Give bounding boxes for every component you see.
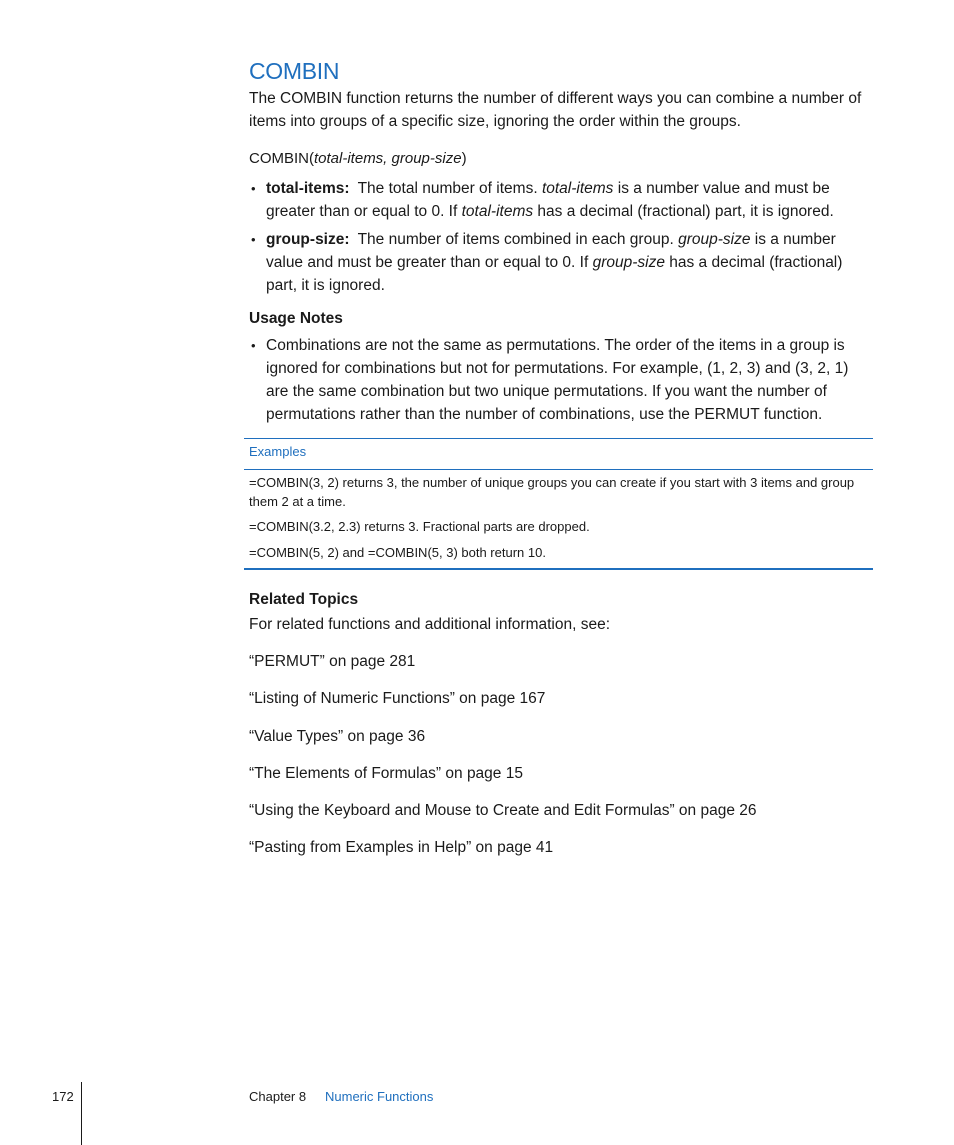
example-item: =COMBIN(3, 2) returns 3, the number of unique groups you can create if you start with 3 items and group them 2 at a time. <box>249 475 855 509</box>
syntax-function: COMBIN <box>249 150 309 167</box>
related-link-permut[interactable]: “PERMUT” on page 281 <box>249 653 416 670</box>
syntax-line <box>249 147 874 170</box>
examples-box <box>244 438 873 570</box>
argument-text: The number of items combined in each group. <box>357 231 679 248</box>
argument-term: group-size: <box>266 231 350 248</box>
argument-ref: group-size <box>592 254 665 271</box>
argument-ref: total-items <box>541 180 614 197</box>
syntax-args: total-items, group-size <box>314 150 462 167</box>
examples-label: Examples <box>249 444 307 459</box>
related-link-keyboard-mouse[interactable]: “Using the Keyboard and Mouse to Create and Edit Formulas” on page 26 <box>249 802 757 819</box>
footer-chapter: Chapter 8 <box>249 1089 307 1104</box>
syntax-open: ( <box>309 150 314 167</box>
example-item: =COMBIN(5, 2) and =COMBIN(5, 3) both return 10. <box>249 545 546 560</box>
argument-term: total-items: <box>266 180 350 197</box>
related-link-numeric-functions[interactable]: “Listing of Numeric Functions” on page 167 <box>249 690 546 707</box>
example-item: =COMBIN(3.2, 2.3) returns 3. Fractional parts are dropped. <box>249 519 590 534</box>
argument-list <box>249 177 874 297</box>
page-number: 172 <box>52 1089 74 1104</box>
intro-paragraph: The COMBIN function returns the number of different ways you can combine a number of items into groups of a specific size, ignoring the order within the groups. <box>249 90 862 130</box>
syntax-close: ) <box>461 150 467 167</box>
usage-notes-heading: Usage Notes <box>249 310 343 327</box>
usage-notes-list <box>249 334 874 426</box>
argument-text: has a decimal (fractional) part, it is ignored. <box>266 254 843 294</box>
related-topics-heading: Related Topics <box>249 591 359 608</box>
related-link-elements-of-formulas[interactable]: “The Elements of Formulas” on page 15 <box>249 765 523 782</box>
usage-note-item: • Combinations are not the same as permutations. The order of the items in a group is ignored for combinations but not for permutations. For example, (1, 2, 3) and (3, 2, 1) are the same combination but two unique permutations. If you want the number of permutations rather than the number of combinations, use the PERMUT function. <box>249 334 874 426</box>
page-title: COMBIN <box>249 58 340 84</box>
argument-text: The total number of items. <box>357 180 542 197</box>
footer-section-link[interactable]: Numeric Functions <box>325 1089 434 1104</box>
related-topics-intro: For related functions and additional information, see: <box>249 616 611 633</box>
argument-item <box>249 177 874 223</box>
footer-divider <box>81 1082 82 1145</box>
related-link-value-types[interactable]: “Value Types” on page 36 <box>249 728 426 745</box>
argument-text: is a number value and must be greater than or equal to 0. If <box>266 180 830 220</box>
argument-text: has a decimal (fractional) part, it is ignored. <box>533 203 834 220</box>
argument-ref: total-items <box>461 203 534 220</box>
argument-item <box>249 228 874 297</box>
argument-text: is a number value and must be greater than or equal to 0. If <box>266 231 836 271</box>
examples-divider <box>244 469 873 470</box>
related-link-pasting-examples[interactable]: “Pasting from Examples in Help” on page 41 <box>249 839 554 856</box>
argument-ref: group-size <box>678 231 751 248</box>
